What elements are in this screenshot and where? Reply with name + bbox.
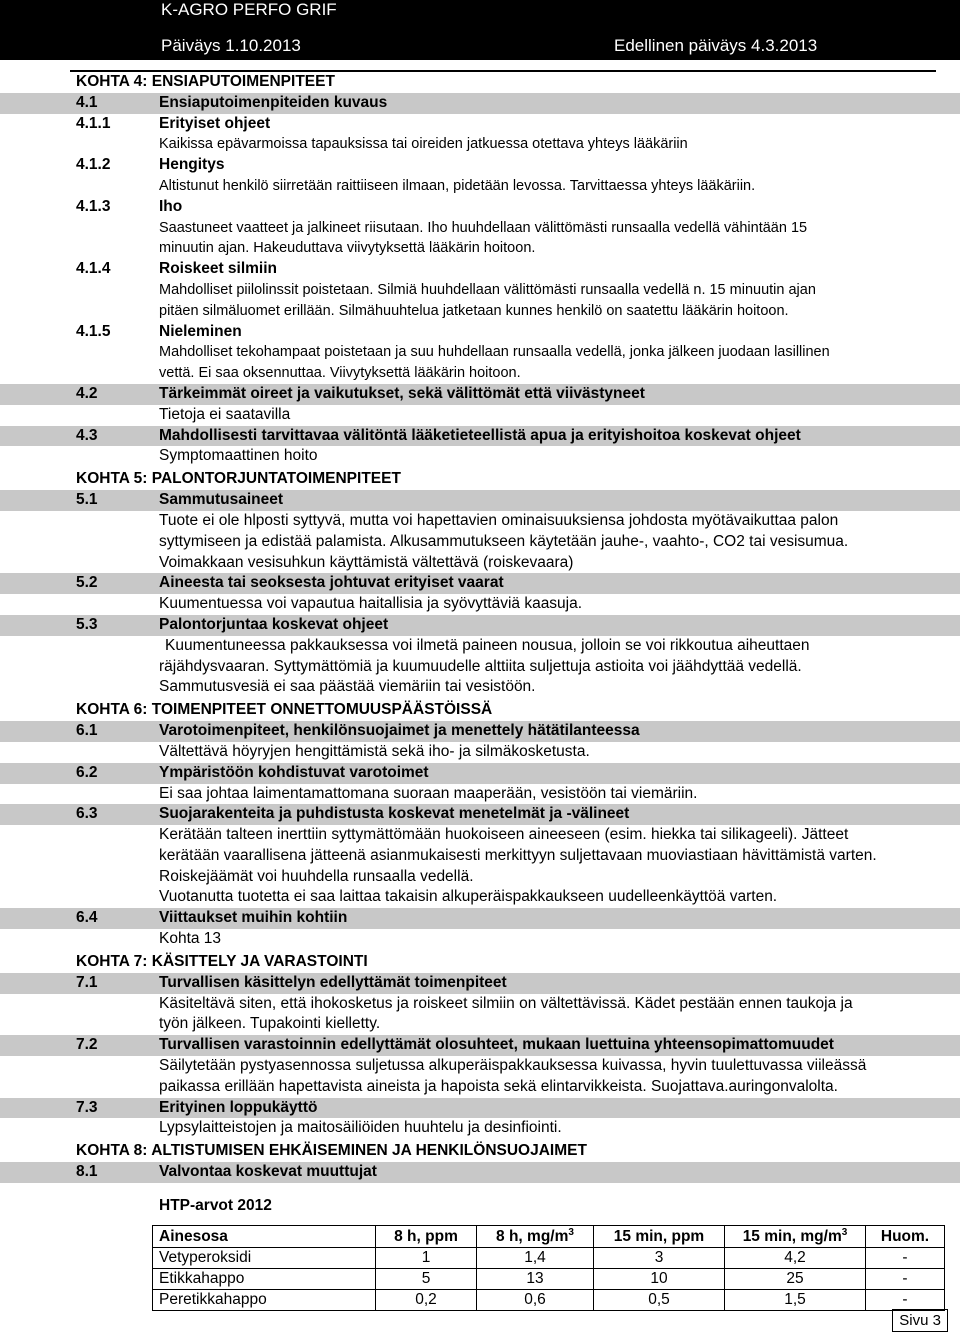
section-5-title: KOHTA 5: PALONTORJUNTATOIMENPITEET <box>76 470 401 488</box>
col-header: Ainesosa <box>153 1226 376 1248</box>
section-8-title: KOHTA 8: ALTISTUMISEN EHKÄISEMINEN JA HENKILÖNSUOJAIMET <box>76 1142 587 1160</box>
heading-number: 4.1 <box>76 93 98 111</box>
paragraph: Käsiteltävä siten, että ihokosketus ja roiskeet silmiin on vältettävissä. Kädet pestään ennen taukoja ja <box>159 994 853 1012</box>
product-name: K-AGRO PERFO GRIF <box>161 0 337 19</box>
paragraph: Kaikissa epävarmoissa tapauksissa tai oireiden jatkuessa otettava yhteys lääkäriin <box>159 136 688 153</box>
heading-number: 4.1.4 <box>76 260 111 278</box>
paragraph: vettä. Ei saa oksennuttaa. Viivytyksettä lääkärin hoitoon. <box>159 365 521 382</box>
table-cell: 0,5 <box>594 1290 725 1311</box>
heading-number: 4.1.3 <box>76 197 111 215</box>
htp-table-wrap <box>152 1225 945 1311</box>
table-cell: 13 <box>477 1269 594 1290</box>
heading-6-3: Suojarakenteita ja puhdistusta koskevat menetelmät ja -välineet <box>159 805 630 823</box>
heading-4-1: Ensiaputoimenpiteiden kuvaus <box>159 93 388 111</box>
heading-4-3: Mahdollisesti tarvittavaa välitöntä lääketieteellistä apua ja erityishoitoa koskevat ohjeet <box>159 426 801 444</box>
page-number: Sivu 3 <box>892 1309 948 1332</box>
heading-6-2: Ympäristöön kohdistuvat varotoimet <box>159 763 429 781</box>
col-header: Huom. <box>866 1226 945 1248</box>
table-cell: 3 <box>594 1248 725 1269</box>
section-7-title: KOHTA 7: KÄSITTELY JA VARASTOINTI <box>76 952 368 970</box>
page-header <box>0 0 960 60</box>
heading-6-4: Viittaukset muihin kohtiin <box>159 909 348 927</box>
table-cell: 5 <box>376 1269 477 1290</box>
paragraph: Kerätään talteen inerttiin syttymättömään huokoiseen aineeseen (esim. hiekka tai silikageeli). Jätteet <box>159 826 849 844</box>
paragraph: Voimakkaan vesisuhkun käyttämistä vältettävä (roiskevaara) <box>159 553 574 571</box>
heading-number: 7.2 <box>76 1036 98 1054</box>
paragraph: Kuumentuessa voi vapautua haitallisia ja syövyttäviä kaasuja. <box>159 595 583 613</box>
heading-number: 4.1.2 <box>76 156 111 174</box>
table-header-row <box>153 1226 945 1248</box>
heading-4-2: Tärkeimmät oireet ja vaikutukset, sekä välittömät että viivästyneet <box>159 384 645 402</box>
heading-4-1-2: Hengitys <box>159 156 225 174</box>
heading-7-2: Turvallisen varastoinnin edellyttämät olosuhteet, mukaan luettuina yhteensopimattomuudet <box>159 1036 834 1054</box>
table-cell: 25 <box>725 1269 866 1290</box>
heading-number: 7.1 <box>76 973 98 991</box>
table-cell: 10 <box>594 1269 725 1290</box>
heading-number: 4.2 <box>76 384 98 402</box>
heading-number: 4.1.1 <box>76 114 111 132</box>
paragraph: Säilytetään pystyasennossa suljetussa alkuperäispakkauksessa kuivassa, hyvin tuulettuvassa viileässä <box>159 1057 867 1075</box>
table-cell: 0,6 <box>477 1290 594 1311</box>
heading-4-1-5: Nieleminen <box>159 322 242 340</box>
table-cell: - <box>866 1269 945 1290</box>
paragraph: pitäen silmäluomet erillään. Silmähuuhtelua jatketaan kunnes henkilö on saatettu lääkärin hoitoon. <box>159 302 789 319</box>
heading-7-3: Erityinen loppukäyttö <box>159 1098 318 1116</box>
paragraph: Symptomaattinen hoito <box>159 447 318 465</box>
paragraph: Vältettävä höyryjen hengittämistä sekä iho- ja silmäkosketusta. <box>159 742 590 760</box>
document-body <box>0 70 960 1217</box>
table-cell: Etikkahappo <box>153 1269 376 1290</box>
table-row <box>153 1290 945 1311</box>
paragraph: työn jälkeen. Tupakointi kielletty. <box>159 1015 381 1033</box>
paragraph: räjähdysvaaran. Syttymättömiä ja kuumuudelle alttiita suljettuja astioita voi jäähdyttää vedellä. <box>159 657 802 675</box>
heading-5-2: Aineesta tai seoksesta johtuvat erityiset vaarat <box>159 574 504 592</box>
section-6-title: KOHTA 6: TOIMENPITEET ONNETTOMUUSPÄÄSTÖISSÄ <box>76 701 493 719</box>
heading-number: 5.1 <box>76 491 98 509</box>
heading-number: 4.3 <box>76 426 98 444</box>
heading-5-3: Palontorjuntaa koskevat ohjeet <box>159 615 389 633</box>
paragraph: Lypsylaitteistojen ja maitosäiliöiden huuhtelu ja desinfiointi. <box>159 1119 562 1137</box>
table-cell: - <box>866 1290 945 1311</box>
table-cell: 1,4 <box>477 1248 594 1269</box>
heading-number: 5.3 <box>76 615 98 633</box>
table-cell: Vetyperoksidi <box>153 1248 376 1269</box>
paragraph: Mahdolliset piilolinssit poistetaan. Silmiä huuhdellaan välittömästi runsaalla vedellä n. 15 minuutin ajan <box>159 281 816 298</box>
previous-date: Edellinen päiväys 4.3.2013 <box>614 36 818 55</box>
heading-number: 6.4 <box>76 909 98 927</box>
col-header: 15 min, ppm <box>594 1226 725 1248</box>
heading-number: 7.3 <box>76 1098 98 1116</box>
paragraph: Roiskejäämät voi huuhdella runsaalla vedellä. <box>159 867 474 885</box>
table-row <box>153 1248 945 1269</box>
paragraph: Kuumentuneessa pakkauksessa voi ilmetä paineen nousua, jolloin se voi rikkoutua aiheuttaen <box>165 636 810 654</box>
table-cell: 1 <box>376 1248 477 1269</box>
paragraph: Ei saa johtaa laimentamattomana suoraan maaperään, vesistöön tai viemäriin. <box>159 784 698 802</box>
table-cell: 0,2 <box>376 1290 477 1311</box>
paragraph: Mahdolliset tekohampaat poistetaan ja suu huhdellaan runsaalla vedellä, jonka jälkeen juodaan lasillinen <box>159 344 830 361</box>
heading-number: 8.1 <box>76 1163 98 1181</box>
section-4-title: KOHTA 4: ENSIAPUTOIMENPITEET <box>76 73 335 90</box>
table-cell: Peretikkahappo <box>153 1290 376 1311</box>
paragraph: kerätään vaarallisena jätteenä asianmukaisesti merkittyyn suljettavaan muoviastiaan hävittämistä varten. <box>159 846 877 864</box>
heading-4-1-3: Iho <box>159 197 183 215</box>
heading-8-1: Valvontaa koskevat muuttujat <box>159 1163 377 1181</box>
heading-7-1: Turvallisen käsittelyn edellyttämät toimenpiteet <box>159 973 507 991</box>
table-cell: 1,5 <box>725 1290 866 1311</box>
table-cell: 4,2 <box>725 1248 866 1269</box>
htp-table <box>152 1225 945 1311</box>
paragraph: paikassa erillään hapettavista aineista ja hapoista sekä elintarvikkeista. Suojattava.auringonvalolta. <box>159 1077 838 1095</box>
paragraph: Kohta 13 <box>159 930 222 948</box>
col-header: 8 h, ppm <box>376 1226 477 1248</box>
paragraph: Tietoja ei saatavilla <box>159 405 291 423</box>
heading-6-1: Varotoimenpiteet, henkilönsuojaimet ja menettely hätätilanteessa <box>159 722 640 740</box>
col-header: 8 h, $mg/m^3$ <box>477 1226 594 1248</box>
paragraph: Sammutusvesiä ei saa päästää viemäriin tai vesistöön. <box>159 678 536 696</box>
heading-number: 5.2 <box>76 574 98 592</box>
paragraph: Altistunut henkilö siirretään raittiiseen ilmaan, pidetään levossa. Tarvittaessa yhteys lääkäriin. <box>159 177 756 194</box>
paragraph: Tuote ei ole hlposti syttyvä, mutta voi hapettavien ominaisuuksiensa johdosta myötävaikuttaa palon <box>159 511 839 529</box>
document-date: Päiväys 1.10.2013 <box>161 36 301 55</box>
paragraph: Vuotanutta tuotetta ei saa laittaa takaisin alkuperäispakkaukseen uudelleenkäyttöä varten. <box>159 888 778 906</box>
heading-4-1-1: Erityiset ohjeet <box>159 114 271 132</box>
heading-number: 6.1 <box>76 722 98 740</box>
paragraph: minuutin ajan. Hakeuduttava viivytyksettä lääkärin hoitoon. <box>159 240 536 257</box>
heading-number: 6.2 <box>76 763 98 781</box>
col-header: 15 min, $mg/m^3$ <box>725 1226 866 1248</box>
paragraph: Saastuneet vaatteet ja jalkineet riisutaan. Iho huuhdellaan välittömästi runsaalla vedellä vähintään 15 <box>159 219 808 236</box>
htp-title: HTP-arvot 2012 <box>159 1197 272 1215</box>
heading-4-1-4: Roiskeet silmiin <box>159 260 278 278</box>
heading-5-1: Sammutusaineet <box>159 491 284 509</box>
heading-number: 6.3 <box>76 805 98 823</box>
paragraph: syttymiseen ja edistää palamista. Alkusammutukseen käytetään jauhe-, vaahto-, CO2 tai vesisumua. <box>159 532 849 550</box>
table-cell: - <box>866 1248 945 1269</box>
heading-number: 4.1.5 <box>76 322 111 340</box>
table-row <box>153 1269 945 1290</box>
